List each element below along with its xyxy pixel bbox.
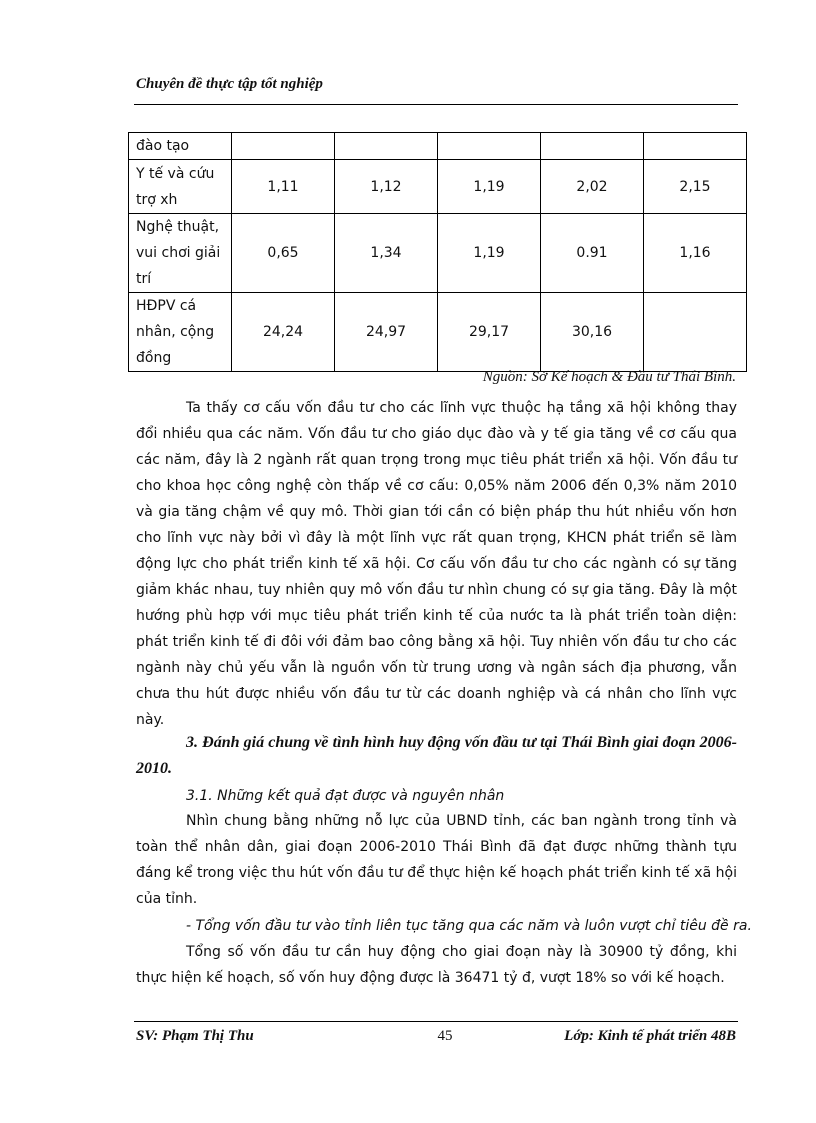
- table-cell: 2,02: [541, 160, 644, 214]
- row-label: đào tạo: [129, 133, 232, 160]
- analysis-paragraph: Ta thấy cơ cấu vốn đầu tư cho các lĩnh vực thuộc hạ tầng xã hội không thay đổi nhiều qua các năm. Vốn đầu tư cho giáo dục đào và y tế gia tăng về cơ cấu qua các năm, đây là 2 ngành rất quan trọng trong mục tiêu phát triển xã hội. Vốn đầu tư cho khoa học công nghệ còn thấp về cơ cấu: 0,05% năm 2006 đến 0,3% năm 2010 và gia tăng chậm về quy mô. Thời gian tới cần có biện pháp thu hút nhiều vốn hơn cho lĩnh vực này bởi vì đây là một lĩnh vực rất quan trọng, KHCN phát triển sẽ làm động lực cho phát triển kinh tế xã hội. Cơ cấu vốn đầu tư cho các ngành có sự tăng giảm khác nhau, tuy nhiên quy mô vốn đầu tư nhìn chung có sự gia tăng. Đây là một hướng phù hợp với mục tiêu phát triển kinh tế của nước ta là phát triển toàn diện: phát triển kinh tế đi đôi với đảm bao công bằng xã hội. Tuy nhiên vốn đầu tư cho các ngành này chủ yếu vẫn là nguồn vốn từ trung ương và ngân sách địa phương, vẫn chưa thu hút được nhiều vốn đầu tư từ các doanh nghiệp và cá nhân cho lĩnh vực này.: [136, 400, 737, 728]
- table-cell: 1,12: [335, 160, 438, 214]
- table-cell: 0.91: [541, 214, 644, 293]
- table-row: [129, 133, 747, 160]
- table-cell: 24,97: [335, 293, 438, 372]
- page-number: 45: [437, 1028, 453, 1044]
- table-row: [129, 214, 747, 293]
- row-label: Nghệ thuật, vui chơi giải trí: [129, 214, 232, 293]
- bullet-point: - Tổng vốn đầu tư vào tỉnh liên tục tăng qua các năm và luôn vượt chỉ tiêu đề ra.: [186, 918, 752, 934]
- table-source-note: Nguồn: Sở Kế hoạch & Đầu tư Thái Bình.: [482, 369, 736, 385]
- table-cell: [644, 133, 747, 160]
- table-cell: 1,16: [644, 214, 747, 293]
- footer-class: Lớp: Kinh tế phát triển 48B: [564, 1028, 736, 1044]
- table-cell: [541, 133, 644, 160]
- table-cell: [438, 133, 541, 160]
- table-cell: 24,24: [232, 293, 335, 372]
- footer-divider: [134, 1021, 738, 1022]
- results-paragraph: Nhìn chung bằng những nỗ lực của UBND tỉnh, các ban ngành trong tỉnh và toàn thể nhân dân, giai đoạn 2006-2010 Thái Bình đã đạt được những thành tựu đáng kể trong việc thu hút vốn đầu tư để thực hiện kế hoạch phát triển kinh tế xã hội của tỉnh.: [136, 813, 737, 907]
- table-cell: [644, 293, 747, 372]
- subsection-heading: 3.1. Những kết quả đạt được và nguyên nhân: [186, 788, 505, 804]
- investment-structure-table: [128, 132, 747, 372]
- table-cell: 1,34: [335, 214, 438, 293]
- row-label: HĐPV cá nhân, cộng đồng: [129, 293, 232, 372]
- header-divider: [134, 104, 738, 105]
- table-row: [129, 160, 747, 214]
- row-label: Y tế và cứu trợ xh: [129, 160, 232, 214]
- table-cell: [335, 133, 438, 160]
- table-cell: 1,19: [438, 160, 541, 214]
- table-row: [129, 293, 747, 372]
- table-cell: 0,65: [232, 214, 335, 293]
- capital-paragraph: Tổng số vốn đầu tư cần huy động cho giai đoạn này là 30900 tỷ đồng, khi thực hiện kế hoạch, số vốn huy động được là 36471 tỷ đ, vượt 18% so với kế hoạch.: [136, 944, 737, 986]
- page-header-title: Chuyên đề thực tập tốt nghiệp: [136, 76, 323, 92]
- table-cell: 29,17: [438, 293, 541, 372]
- table-cell: [232, 133, 335, 160]
- table-cell: 30,16: [541, 293, 644, 372]
- table-cell: 2,15: [644, 160, 747, 214]
- table-cell: 1,11: [232, 160, 335, 214]
- table-cell: 1,19: [438, 214, 541, 293]
- section-heading: 3. Đánh giá chung về tình hình huy động vốn đầu tư tại Thái Bình giai đoạn 2006-2010.: [136, 734, 737, 777]
- footer-student-name: SV: Phạm Thị Thu: [136, 1028, 254, 1044]
